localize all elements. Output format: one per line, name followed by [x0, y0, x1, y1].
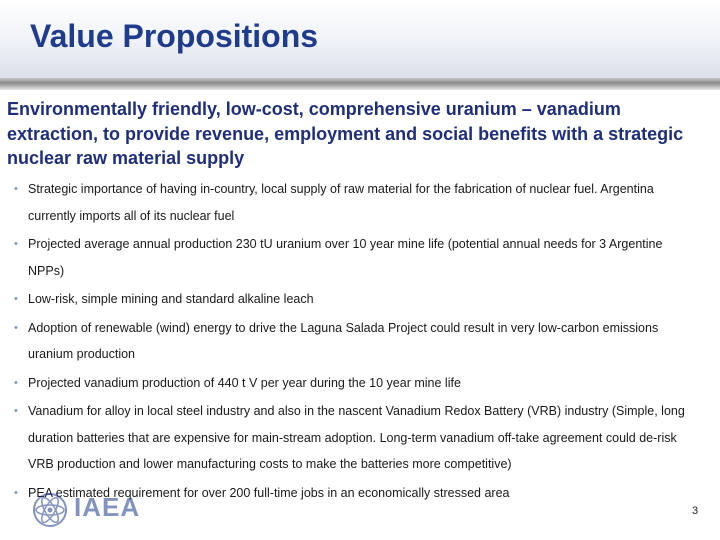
- header-divider: [0, 78, 720, 90]
- bullet-item: [12, 286, 702, 313]
- bullet-dot-icon: •: [14, 321, 18, 334]
- bullet-dot-icon: •: [14, 238, 18, 250]
- bullet-text: Adoption of renewable (wind) energy to drive the Laguna Salada Project could result in very low-carbon emissions uranium production: [28, 320, 659, 361]
- logo-text: IAEA: [74, 492, 141, 522]
- bullet-text: Vanadium for alloy in local steel industry and also in the nascent Vanadium Redox Battery (VRB) industry (Simple, long duration batteries that are expensive for main-stream adoption. Long-term vanadium off-take agreement could de-risk VRB production and lower manufacturing costs to make the batteries more competitive): [28, 404, 685, 471]
- bullet-text: PEA estimated requirement for over 200 full-time jobs in an economically stressed area: [28, 485, 510, 500]
- bullet-item: [12, 315, 702, 368]
- bullet-dot-icon: •: [14, 405, 18, 417]
- bullet-text: Projected vanadium production of 440 t V per year during the 10 year mine life: [28, 375, 461, 390]
- bullet-text: Projected average annual production 230 tU uranium over 10 year mine life (potential annual needs for 3 Argentine NPPs): [28, 237, 663, 278]
- bullet-item: [12, 398, 702, 478]
- page-number: 3: [692, 505, 699, 517]
- bullet-text: Strategic importance of having in-country, local supply of raw material for the fabrication of nuclear fuel. Argentina currently imports all of its nuclear fuel: [28, 182, 654, 223]
- slide-subtitle: Environmentally friendly, low-cost, comprehensive uranium – vanadium extraction, to provide revenue, employment and social benefits with a strategic nuclear raw material supply: [7, 99, 684, 168]
- bullet-list: [12, 176, 702, 508]
- bullet-item: [12, 370, 702, 397]
- iaea-logo: [30, 490, 160, 530]
- bullet-dot-icon: •: [14, 183, 18, 195]
- slide-title: Value Propositions: [30, 18, 319, 54]
- bullet-dot-icon: •: [14, 376, 18, 389]
- bullet-dot-icon: •: [14, 486, 18, 499]
- bullet-item: [12, 231, 702, 284]
- atom-globe-icon: [30, 490, 70, 530]
- bullet-item: [12, 176, 702, 229]
- bullet-text: Low-risk, simple mining and standard alkaline leach: [28, 292, 314, 306]
- bullet-dot-icon: •: [14, 293, 18, 305]
